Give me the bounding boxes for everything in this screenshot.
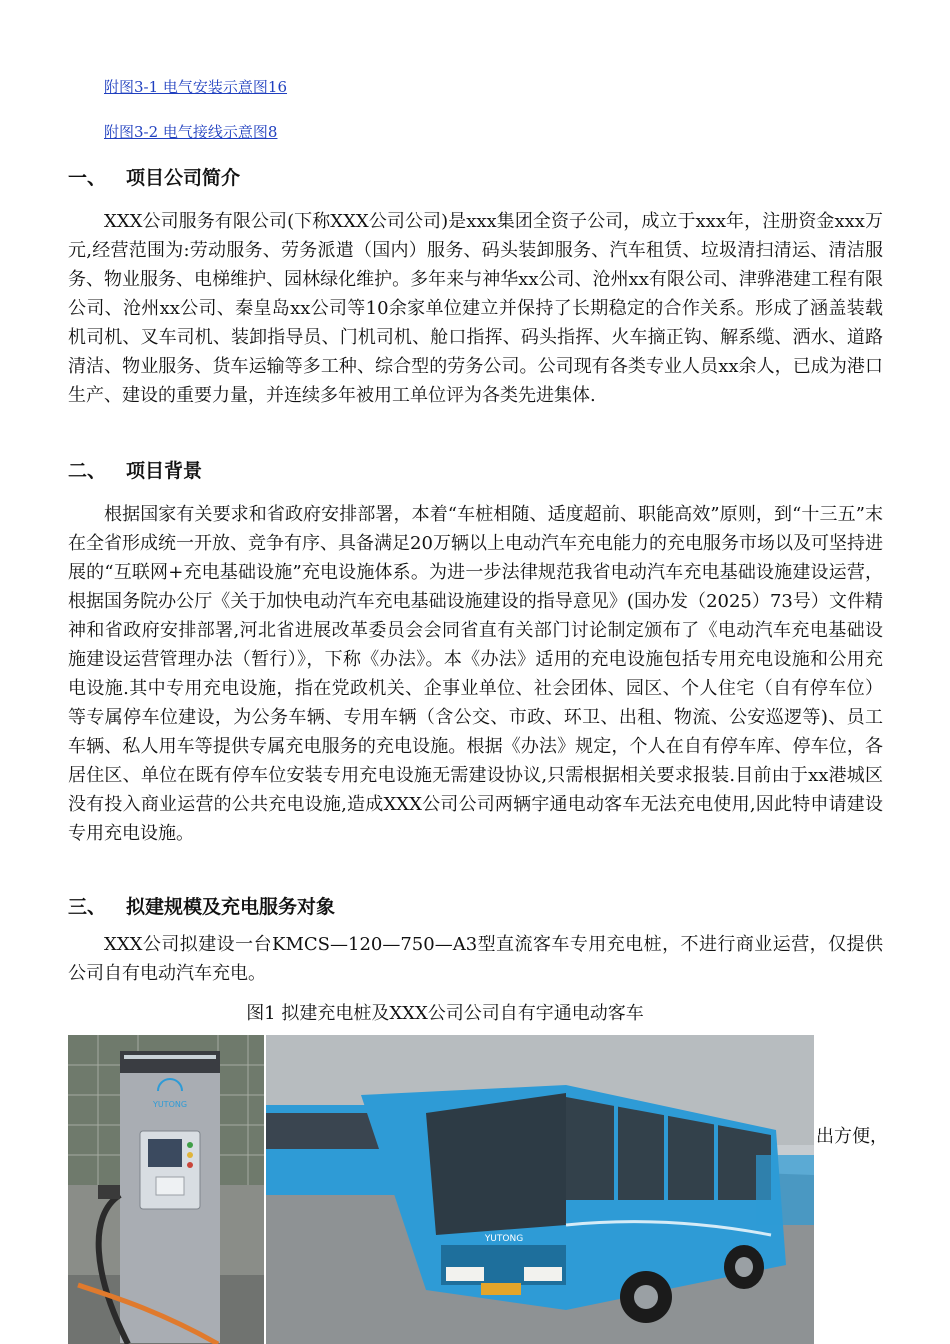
trailing-text: 出方便， <box>816 1126 888 1147</box>
section-heading-3 <box>68 892 335 919</box>
section-number: 一、 <box>68 167 107 189</box>
electric-bus-photo <box>266 1035 814 1344</box>
charger-brand-label: YUTONG <box>152 1100 188 1109</box>
toc-link-figure-3-1[interactable]: 附图3-1 电气安装示意图16 <box>104 78 288 96</box>
section-number: 三、 <box>68 896 107 918</box>
section-heading-1 <box>68 163 240 190</box>
toc-link-figure-3-2[interactable]: 附图3-2 电气接线示意图8 <box>104 123 278 141</box>
section-body-1: XXX公司服务有限公司(下称XXX公司公司)是xxx集团全资子公司，成立于xxx年，注册资金xxx万元,经营范围为:劳动服务、劳务派遣（国内）服务、码头装卸服务、汽车租赁、垃圾清扫清运、清洁服务、物业服务、电梯维护、园林绿化维护。多年来与神华xx公司、沧州xx有限公司、津骅港建工程有限公司、沧州xx公司、秦皇岛xx公司等10余家单位建立并保持了长期稳定的合作关系。形成了涵盖装载机司机、叉车司机、装卸指导员、门机司机、舱口指挥、码头指挥、火车摘正钩、解系缆、洒水、道路清洁、物业服务、货车运输等多工种、综合型的劳务公司。公司现有各类专业人员xx余人，已成为港口生产、建设的重要力量，并连续多年被用工单位评为各类先进集体. <box>68 211 883 406</box>
charger-photo <box>68 1035 264 1344</box>
section-number: 二、 <box>68 460 107 482</box>
section-title: 拟建规模及充电服务对象 <box>126 896 336 918</box>
section-body-2: 根据国家有关要求和省政府安排部署，本着“车桩相随、适度超前、职能高效”原则，到“十三五”末在全省形成统一开放、竞争有序、具备满足20万辆以上电动汽车充电能力的充电服务市场以及可坚持进展的“互联网+充电基础设施”充电设施体系。为进一步法律规范我省电动汽车充电基础设施建设运营，根据国务院办公厅《关于加快电动汽车充电基础设施建设的指导意见》(国办发（2025）73号）文件精神和省政府安排部署,河北省进展改革委员会会同省直有关部门讨论制定颁布了《电动汽车充电基础设施建设运营管理办法（暂行）》，下称《办法》。本《办法》适用的充电设施包括专用充电设施和公用充电设施.其中专用充电设施，指在党政机关、企事业单位、社会团体、园区、个人住宅（自有停车位）等专属停车位建设，为公务车辆、专用车辆（含公交、市政、环卫、出租、物流、公安巡逻等)、员工车辆、私人用车等提供专属充电服务的充电设施。根据《办法》规定，个人在自有停车库、停车位，各居住区、单位在既有停车位安装专用充电设施无需建设协议,只需根据相关要求报装.目前由于xx港城区没有投入商业运营的公共充电设施,造成XXX公司公司两辆宇通电动客车无法充电使用,因此特申请建设专用充电设施。 <box>68 504 883 844</box>
figure-caption: 图1 拟建充电桩及XXX公司公司自有宇通电动客车 <box>246 1003 644 1024</box>
section-heading-2 <box>68 456 202 483</box>
section-title: 项目公司简介 <box>126 167 241 189</box>
bus-brand-label: YUTONG <box>484 1234 524 1244</box>
section-title: 项目背景 <box>126 460 203 482</box>
section-body-3: XXX公司拟建设一台KMCS—120—750—A3型直流客车专用充电桩，不进行商业运营，仅提供公司自有电动汽车充电。 <box>68 934 883 984</box>
